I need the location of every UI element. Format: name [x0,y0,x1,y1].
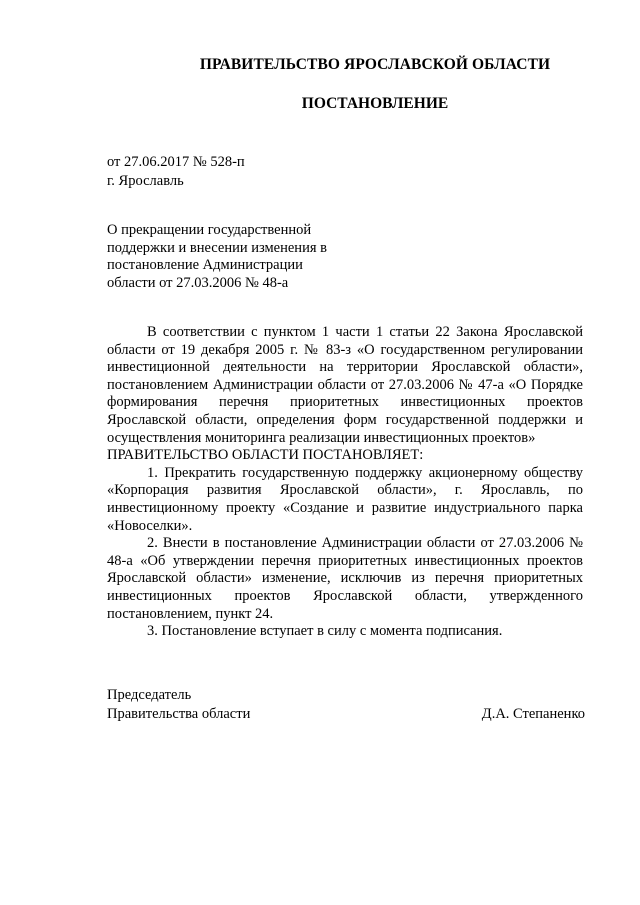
date-number-block [107,153,245,191]
decree-line: ПРАВИТЕЛЬСТВО ОБЛАСТИ ПОСТАНОВЛЯЕТ: [107,447,424,464]
document-subject: О прекращении государственной поддержки и внесении изменения в постановление Администрации области от 27.03.2006 № 48-а [107,222,327,291]
signature-title-line2: Правительства области [107,706,251,722]
decree-item-1: 1. Прекратить государственную поддержку акционерному обществу «Корпорация развития Ярославской области», г. Ярославль, по инвестиционному проекту «Создание и развитие индустриального парка «Новоселки». [107,464,583,534]
document-body [107,324,583,641]
organization-title: ПРАВИТЕЛЬСТВО ЯРОСЛАВСКОЙ ОБЛАСТИ [199,56,551,73]
signature-title-line1: Председатель [107,687,192,703]
preamble-paragraph: В соответствии с пунктом 1 части 1 статьи 22 Закона Ярославской области от 19 декабря 2005 г. № 83-з «О государственном регулировании инвестиционной деятельности на территории Ярославской области», постановлением Администрации области от 27.03.2006 № 47-а «О Порядке формирования перечня приоритетных инвестиционных проектов Ярославской области, определения форм государственной поддержки и осуществления мониторинга реализации инвестиционных проектов» [107,324,583,446]
city: г. Ярославль [107,173,184,189]
document-type-title: ПОСТАНОВЛЕНИЕ [301,95,449,112]
signature-title [107,686,250,724]
date-number: от 27.06.2017 № 528-п [107,154,245,170]
decree-item-3: 3. Постановление вступает в силу с момента подписания. [147,623,503,640]
decree-item-2: 2. Внести в постановление Администрации области от 27.03.2006 № 48-а «Об утверждении перечня приоритетных инвестиционных проектов Ярославской области» изменение, исключив из перечня приоритетных инвестиционных проектов Ярославской области, утвержденного постановлением, пункт 24. [107,535,583,622]
signatory-name: Д.А. Степаненко [481,706,585,722]
